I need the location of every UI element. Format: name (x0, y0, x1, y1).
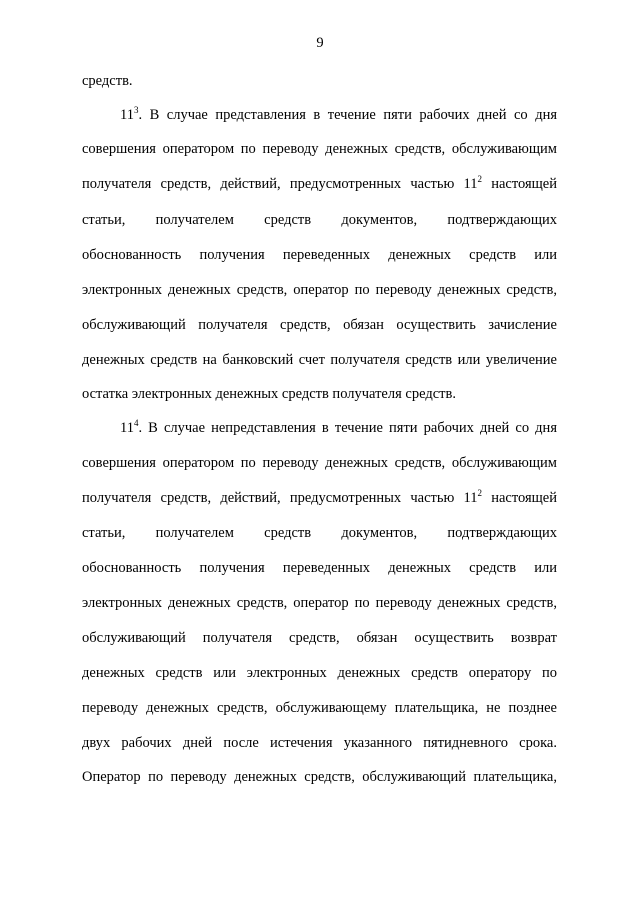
paragraph-line-text: настоящей (482, 176, 557, 192)
paragraph-line: двух рабочих дней после истечения указанного пятидневного срока. (82, 735, 557, 751)
paragraph-line-text: получателя средств, действий, предусмотренных частью 11 (82, 490, 478, 506)
paragraph-line: обоснованность получения переведенных денежных средств или (82, 247, 557, 263)
paragraph-line: статьи, получателем средств документов, подтверждающих (82, 212, 557, 228)
paragraph-line: электронных денежных средств, оператор по переводу денежных средств, (82, 595, 557, 611)
paragraph-line (120, 419, 557, 437)
paragraph-tail-line: средств. (82, 73, 133, 89)
paragraph-line: статьи, получателем средств документов, подтверждающих (82, 525, 557, 541)
paragraph-line: совершения оператором по переводу денежных средств, обслуживающим (82, 455, 557, 471)
paragraph-line: остатка электронных денежных средств получателя средств. (82, 386, 456, 402)
paragraph-line-text: . В случае непредставления в течение пяти рабочих дней со дня (138, 420, 557, 436)
clause-superscript: 4 (133, 418, 139, 428)
paragraph-line (82, 175, 557, 193)
reference-superscript: 2 (477, 488, 482, 498)
reference-superscript: 2 (477, 174, 482, 184)
paragraph-line-text: . В случае представления в течение пяти рабочих дней со дня (138, 107, 557, 123)
paragraph-line: обоснованность получения переведенных денежных средств или (82, 560, 557, 576)
paragraph-line: Оператор по переводу денежных средств, обслуживающий плательщика, (82, 769, 557, 785)
paragraph-line: денежных средств на банковский счет получателя средств или увеличение (82, 352, 557, 368)
paragraph-line (120, 106, 557, 124)
clause-number: 11 (120, 420, 134, 436)
paragraph-line-text: настоящей (482, 490, 557, 506)
paragraph-line: обслуживающий получателя средств, обязан осуществить зачисление (82, 317, 557, 333)
page-number: 9 (316, 35, 324, 51)
paragraph-line: переводу денежных средств, обслуживающему плательщика, не позднее (82, 700, 557, 716)
paragraph-line: обслуживающий получателя средств, обязан осуществить возврат (82, 630, 557, 646)
clause-number: 11 (120, 107, 134, 123)
paragraph-line: электронных денежных средств, оператор по переводу денежных средств, (82, 282, 557, 298)
paragraph-line-text: получателя средств, действий, предусмотренных частью 11 (82, 176, 478, 192)
clause-superscript: 3 (133, 105, 139, 115)
paragraph-line: денежных средств или электронных денежных средств оператору по (82, 665, 557, 681)
paragraph-line: совершения оператором по переводу денежных средств, обслуживающим (82, 141, 557, 157)
paragraph-line (82, 489, 557, 507)
